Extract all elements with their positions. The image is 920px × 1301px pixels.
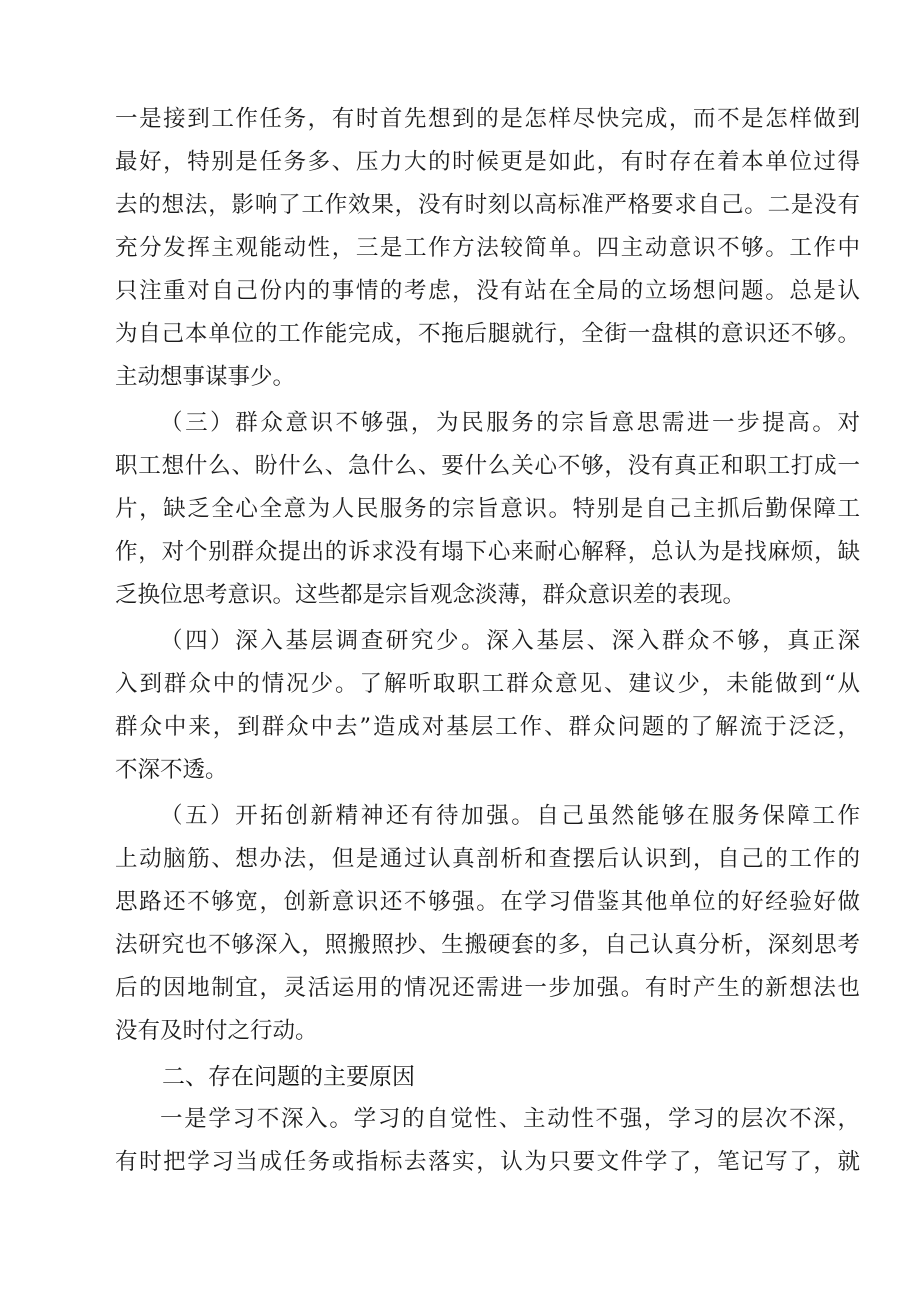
body-line: 群众中来，到群众中去”造成对基层工作、群众问题的了解流于泛泛， [115,714,860,740]
section-heading: 二、存在问题的主要原因 [162,1064,415,1090]
body-line: 后的因地制宜，灵活运用的情况还需进一步加强。有时产生的新想法也 [115,975,860,1001]
body-line: 没有及时付之行动。 [115,1018,318,1044]
body-line: 充分发挥主观能动性，三是工作方法较简单。四主动意识不够。工作中 [115,235,860,261]
body-line: 最好，特别是任务多、压力大的时候更是如此，有时存在着本单位过得 [115,149,860,175]
body-line: 只注重对自己份内的事情的考虑，没有站在全局的立场想问题。总是认 [115,278,860,304]
body-line: 有时把学习当成任务或指标去落实，认为只要文件学了，笔记写了，就 [115,1149,860,1175]
body-line: 乏换位思考意识。这些都是宗旨观念淡薄，群众意识差的表现。 [115,582,746,608]
body-line: 一是接到工作任务，有时首先想到的是怎样尽快完成，而不是怎样做到 [115,106,860,132]
body-line: 片，缺乏全心全意为人民服务的宗旨意识。特别是自己主抓后勤保障工 [115,496,860,522]
body-line: 作，对个别群众提出的诉求没有塌下心来耐心解释，总认为是找麻烦，缺 [115,539,860,565]
section-4-title-line: （四）深入基层调查研究少。深入基层、深入群众不够，真正深 [160,628,860,654]
body-line: 不深不透。 [115,757,228,783]
body-line: 一是学习不深入。学习的自觉性、主动性不强，学习的层次不深， [160,1106,860,1132]
body-line: 为自己本单位的工作能完成，不拖后腿就行，全街一盘棋的意识还不够。 [115,321,860,347]
body-line: 入到群众中的情况少。了解听取职工群众意见、建议少，未能做到“从 [115,671,860,697]
body-line: 主动想事谋事少。 [115,364,296,390]
section-5-title-line: （五）开拓创新精神还有待加强。自己虽然能够在服务保障工作 [160,803,860,829]
section-3-title-line: （三）群众意识不够强，为民服务的宗旨意思需进一步提高。对 [160,410,860,436]
body-line: 思路还不够宽，创新意识还不够强。在学习借鉴其他单位的好经验好做 [115,889,860,915]
body-line: 职工想什么、盼什么、急什么、要什么关心不够，没有真正和职工打成一 [115,453,860,479]
body-line: 法研究也不够深入，照搬照抄、生搬硬套的多，自己认真分析，深刻思考 [115,932,860,958]
body-line: 去的想法，影响了工作效果，没有时刻以高标准严格要求自己。二是没有 [115,192,860,218]
body-line: 上动脑筋、想办法，但是通过认真剖析和查摆后认识到，自己的工作的 [115,846,860,872]
